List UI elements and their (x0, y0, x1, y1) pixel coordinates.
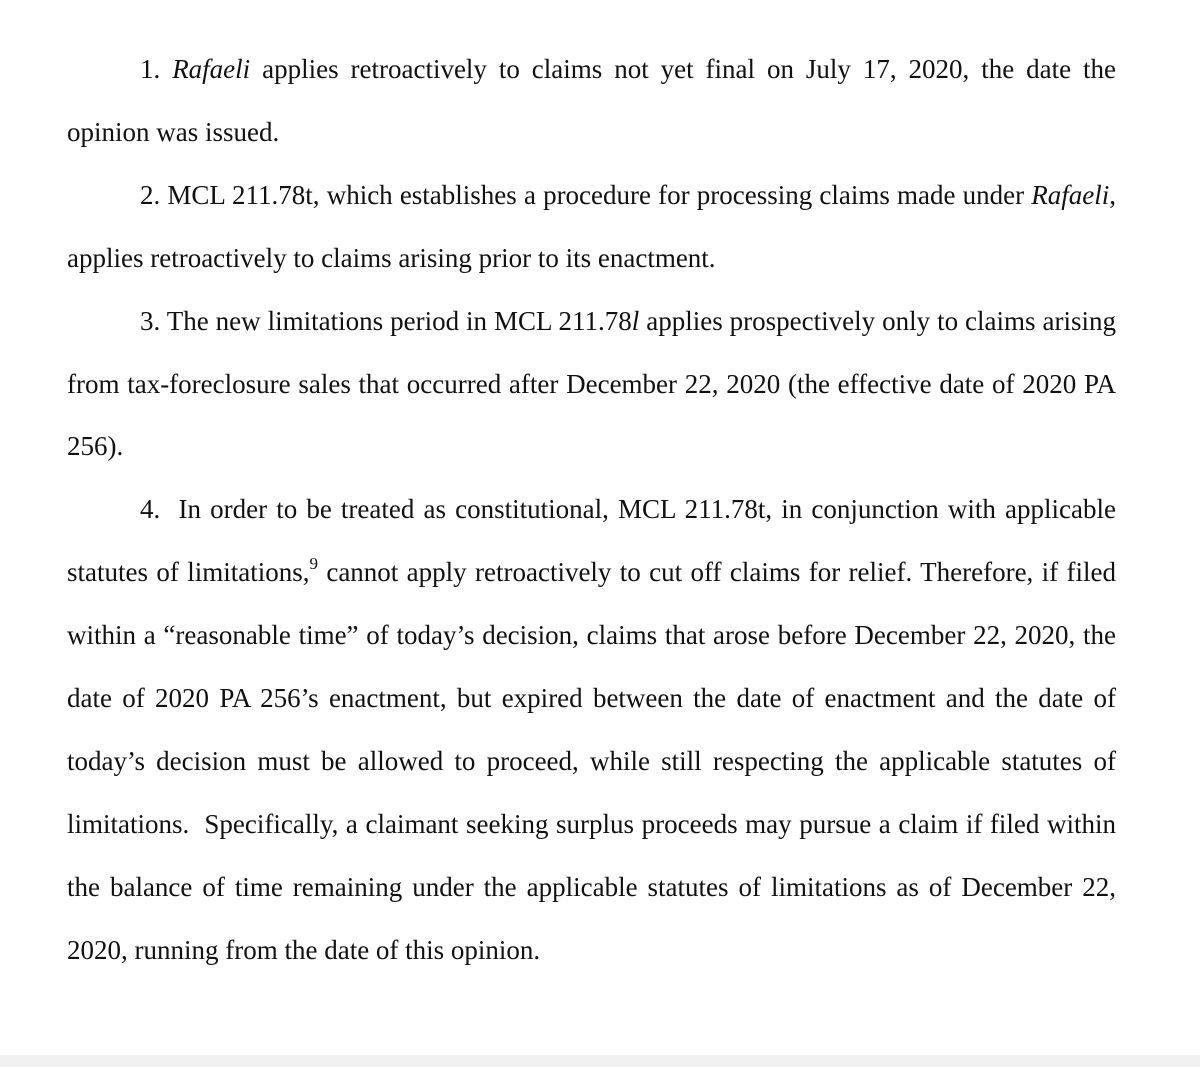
paragraph-1 (67, 38, 1116, 164)
paragraph-text: , applies retroactively to claims arising prior to its enactment. (67, 179, 1116, 273)
paragraph-number: 1. (140, 54, 161, 84)
paragraph-text: applies prospectively only to claims arising from tax-foreclosure sales that occurred after December 22, 2020 (the effective date of 2020 PA 256). (67, 305, 1116, 462)
paragraph-text: MCL 211.78t, which establishes a procedure for processing claims made under (160, 179, 1032, 210)
case-name: Rafaeli (172, 54, 251, 84)
paragraph-text: cannot apply retroactively to cut off claims for relief. Therefore, if filed within a “reasonable time” of today’s decision, claims that arose before December 22, 2020, the date of 2020 PA 256’s enactment, but expired between the date of enactment and the date of today’s decision must be allowed to proceed, while still respecting the applicable statutes of limitations. Specifically, a claimant seeking surplus proceeds may pursue a claim if filed within the balance of time remaining under the applicable statutes of limitations as of December 22, 2020, running from the date of this opinion. (67, 557, 1123, 965)
footnote-marker[interactable]: 9 (309, 554, 318, 574)
paragraph-3 (67, 290, 1116, 479)
paragraph-number: 4. (140, 494, 161, 525)
paragraph-number: 3. (140, 305, 161, 336)
paragraph-text: applies retroactively to claims not yet final on July 17, 2020, the date the opinion was issued. (67, 54, 1117, 147)
paragraph-text: In order to be treated as constitutional, MCL 211.78t, in conjunction with applicable statutes of limitations, (67, 494, 1123, 588)
paragraph-4 (67, 478, 1123, 981)
page-bottom-edge (0, 1055, 1200, 1067)
statute-subsection: l (631, 305, 640, 336)
document-body (67, 38, 1123, 982)
paragraph-number: 2. (140, 179, 161, 210)
case-name: Rafaeli (1031, 179, 1110, 210)
paragraph-2 (67, 164, 1116, 290)
paragraph-text: The new limitations period in MCL 211.78 (160, 305, 632, 336)
